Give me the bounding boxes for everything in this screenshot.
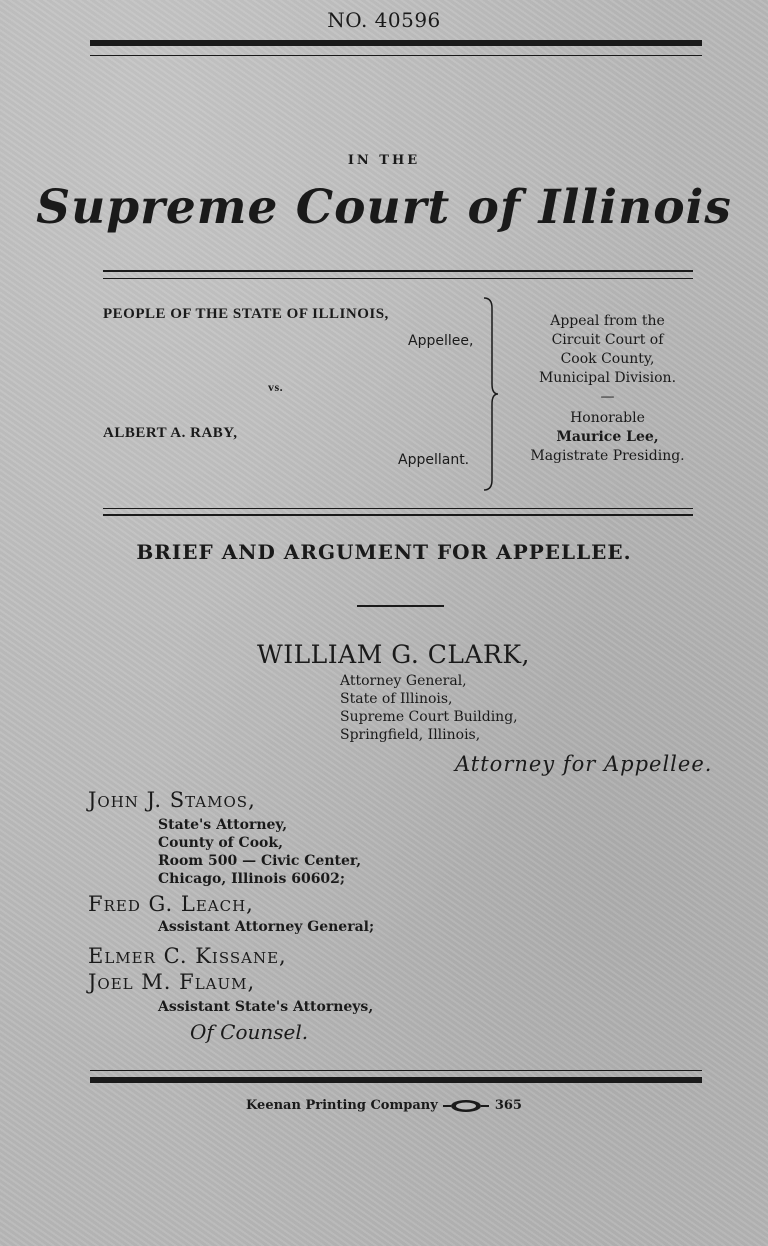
attorney-line: State of Illinois, [340,691,453,707]
counsel-flaum-name: Joel M. Flaum, [88,970,256,994]
printer-name: Keenan Printing Company [246,1098,438,1113]
attorney-address [340,672,518,744]
caption-brace [482,296,502,492]
judge-line: Honorable [570,410,645,426]
judge-name: Maurice Lee, [556,429,659,445]
bottom-rule-thin [90,1070,702,1071]
bottom-rule-thick [90,1077,702,1083]
union-bug-icon [443,1099,489,1113]
attorney-line: Attorney General, [340,673,467,689]
versus-label: vs. [268,380,284,394]
counsel-flaum-title: Assistant State's Attorneys, [158,999,374,1015]
appeal-dash: — [600,389,615,405]
caption-rule-top-2 [103,278,693,279]
judge-line: Magistrate Presiding. [530,448,685,464]
attorney-line: Supreme Court Building, [340,709,518,725]
appeal-line: Cook County, [560,351,655,367]
appeal-line: Municipal Division. [538,370,677,386]
of-counsel: Of Counsel. [190,1020,309,1044]
plaintiff-role: Appellee, [408,333,474,349]
short-rule [357,605,444,607]
appeal-block [505,312,710,466]
appeal-line: Appeal from the [550,313,665,329]
counsel-stamos-name: John J. Stamos, [88,788,256,812]
top-rule-thin [90,55,702,56]
appeal-line: Circuit Court of [551,332,664,348]
court-preface: IN THE [347,153,421,168]
defendant-role: Appellant. [398,452,470,468]
caption-rule-bottom-2 [103,514,693,516]
attorney-line: Springfield, Illinois, [340,727,481,743]
printer-number: 365 [494,1098,522,1113]
court-name: Supreme Court of Illinois [36,180,732,235]
counsel-kissane-name: Elmer C. Kissane, [88,944,287,968]
attorney-role: Attorney for Appellee. [455,752,713,776]
plaintiff-name: PEOPLE OF THE STATE OF ILLINOIS, [103,306,389,322]
docket-number: NO. 40596 [327,8,441,32]
counsel-line: State's Attorney, [158,817,288,833]
top-rule-thick [90,40,702,46]
attorney-name: WILLIAM G. CLARK, [257,640,530,669]
counsel-leach-title: Assistant Attorney General; [158,919,375,935]
counsel-line: County of Cook, [158,835,283,851]
defendant-name: ALBERT A. RABY, [103,425,238,441]
caption-rule-bottom-1 [103,508,693,509]
printer-imprint [0,1098,768,1113]
counsel-leach-name: Fred G. Leach, [88,892,254,916]
counsel-stamos-details [158,816,361,888]
caption-rule-top-1 [103,270,693,272]
brief-title: BRIEF AND ARGUMENT FOR APPELLEE. [136,540,632,564]
counsel-line: Room 500 — Civic Center, [158,853,362,869]
counsel-line: Chicago, Illinois 60602; [158,871,346,887]
